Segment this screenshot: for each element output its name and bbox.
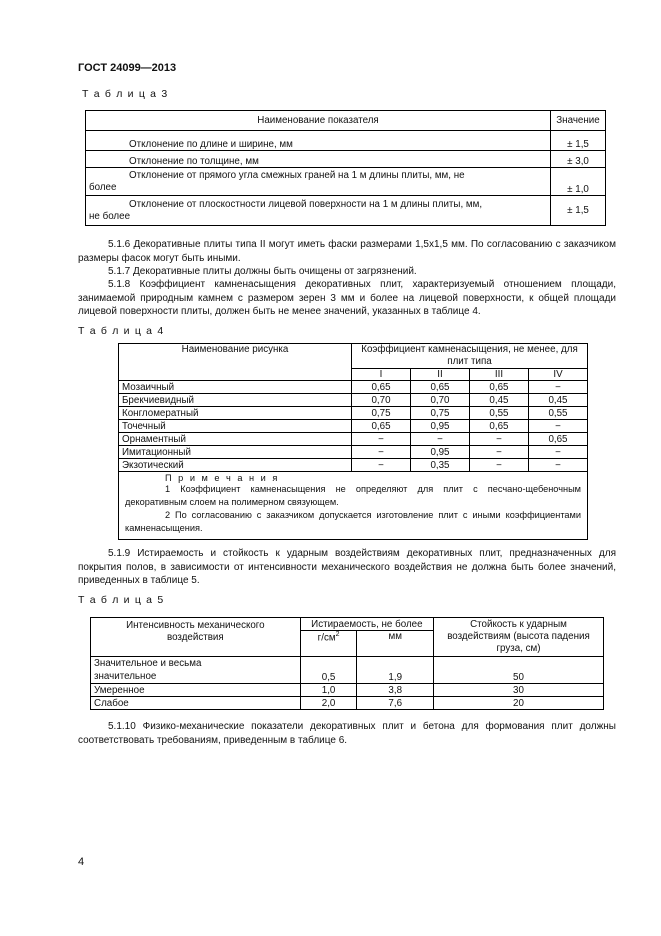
table-3-cell-value: ± 1,5 [551, 196, 606, 226]
paragraph-5-1-9: 5.1.9 Истираемость и стойкость к ударным воздействиям декоративных плит, предназначенных для покрытия полов, в зависимости от интенсивности механического воздействия не должна быть более значений, приведенных в таблице 5. [78, 548, 616, 586]
table-row [86, 151, 606, 168]
table-4-note-1: 1 Коэффициент камненасыщения не определяют для плит с песчано-щебеночным декоративным слоем на полимерном связующем. [125, 484, 581, 507]
table-5-cell: 1,0 [300, 684, 357, 697]
table-4-cell: 0,65 [469, 420, 528, 433]
table-4-cell-name: Брекчиевидный [119, 394, 352, 407]
table-5-cell: 0,5 [300, 657, 357, 684]
table-4-cell: − [469, 433, 528, 446]
table-4-cell-name: Орнаментный [119, 433, 352, 446]
table-row [119, 381, 588, 394]
table-5-cell-name: Значительное и весьма значительное [91, 657, 301, 684]
table-4-cell: − [469, 446, 528, 459]
table-3-cell-name: Отклонение по толщине, мм [86, 151, 551, 168]
table-3-cell-name: Отклонение по длине и ширине, мм [86, 131, 551, 151]
table-4-cell: 0,65 [528, 433, 587, 446]
table-3 [85, 110, 606, 226]
table-row [91, 697, 604, 710]
table-row [119, 459, 588, 472]
table-4-caption: Т а б л и ц а 4 [78, 325, 165, 337]
table-4-cell: − [352, 459, 411, 472]
table-row [86, 168, 606, 196]
table-4-cell: 0,70 [352, 394, 411, 407]
table-3-caption: Т а б л и ц а 3 [82, 88, 169, 100]
table-4-cell: − [528, 381, 587, 394]
paragraph-5-1-7: 5.1.7 Декоративные плиты должны быть очищены от загрязнений. [108, 266, 417, 277]
table-4-cell-name: Конгломератный [119, 407, 352, 420]
table-5-cell: 20 [434, 697, 604, 710]
table-5-cell: 30 [434, 684, 604, 697]
table-4-cell: 0,65 [469, 381, 528, 394]
table-4-cell: 0,45 [528, 394, 587, 407]
table-5-header-intensity: Интенсивность механического воздействия [91, 618, 301, 657]
table-4-cell: 0,55 [469, 407, 528, 420]
table-4-cell: 0,35 [410, 459, 469, 472]
table-4-cell: 0,70 [410, 394, 469, 407]
table-row [119, 407, 588, 420]
table-row [119, 394, 588, 407]
table-5-unit-gcm-text: г/см [317, 632, 336, 644]
table-4 [118, 343, 588, 540]
paragraph-5-1-10: 5.1.10 Физико-механические показатели декоративных плит и бетона для формования плит должны соответствовать требованиям, приведенным в таблице 6. [78, 721, 616, 746]
table-5-unit-sup: 2 [335, 631, 340, 638]
table-row [91, 657, 604, 684]
table-4-header-name: Наименование рисунка [119, 344, 352, 381]
table-4-cell: 0,55 [528, 407, 587, 420]
table-5-cell: 1,9 [357, 657, 434, 684]
table-3-header-value: Значение [551, 111, 606, 131]
table-5-unit-gcm [300, 631, 357, 657]
table-4-cell: 0,65 [352, 381, 411, 394]
table-4-cell: 0,65 [352, 420, 411, 433]
table-4-cell: 0,65 [410, 381, 469, 394]
table-4-cell: − [410, 433, 469, 446]
table-3-cell-value: ± 1,5 [551, 131, 606, 151]
paragraph-5-1-8: 5.1.8 Коэффициент камненасыщения декоративных плит, характеризуемый отношением площади, занимаемой природным камнем с размером зерен 3 мм и более на лицевой поверхности, к общей площади лицевой поверхности плиты, должен быть не менее значений, указанных в таблице 4. [78, 279, 616, 317]
table-row [91, 684, 604, 697]
table-5-caption: Т а б л и ц а 5 [78, 594, 165, 606]
table-row [86, 131, 606, 151]
table-5-cell-name: Умеренное [91, 684, 301, 697]
table-4-note-2: 2 По согласованию с заказчиком допускается изготовление плит с иными коэффициентами камненасыщения. [125, 510, 581, 533]
table-4-cell: 0,75 [410, 407, 469, 420]
table-row [119, 433, 588, 446]
table-4-notes-title: П р и м е ч а н и я [165, 473, 280, 483]
table-4-cell: 0,95 [410, 446, 469, 459]
table-3-cell-value: ± 1,0 [551, 168, 606, 196]
table-5-cell: 7,6 [357, 697, 434, 710]
table-4-cell: − [528, 420, 587, 433]
table-4-cell: 0,95 [410, 420, 469, 433]
table-5-cell: 2,0 [300, 697, 357, 710]
table-row [119, 446, 588, 459]
table-3-cell-name: Отклонение от плоскостности лицевой поверхности на 1 м длины плиты, мм, не более [86, 196, 551, 226]
table-4-cell-name: Экзотический [119, 459, 352, 472]
table-row [119, 420, 588, 433]
table-5-cell: 50 [434, 657, 604, 684]
table-5-unit-mm: мм [357, 631, 434, 657]
table-5 [90, 617, 604, 710]
table-3-header-name: Наименование показателя [86, 111, 551, 131]
table-4-type-3: III [469, 369, 528, 381]
page-number: 4 [78, 856, 85, 868]
table-4-cell: − [352, 446, 411, 459]
table-4-cell-name: Точечный [119, 420, 352, 433]
table-4-cell: 0,75 [352, 407, 411, 420]
paragraph-5-1-6: 5.1.6 Декоративные плиты типа II могут иметь фаски размерами 1,5x1,5 мм. По согласованию с заказчиком размеры фасок могут быть иными. [78, 239, 616, 264]
table-4-cell-name: Мозаичный [119, 381, 352, 394]
table-5-cell: 3,8 [357, 684, 434, 697]
table-4-cell: − [469, 459, 528, 472]
table-3-cell-value: ± 3,0 [551, 151, 606, 168]
table-row [86, 196, 606, 226]
table-4-type-1: I [352, 369, 411, 381]
table-4-header-coef: Коэффициент камненасыщения, не менее, для плит типа [352, 344, 588, 369]
table-4-type-4: IV [528, 369, 587, 381]
table-4-type-2: II [410, 369, 469, 381]
table-4-cell: 0,45 [469, 394, 528, 407]
table-4-cell-name: Имитационный [119, 446, 352, 459]
table-5-cell-name: Слабое [91, 697, 301, 710]
table-3-cell-name: Отклонение от прямого угла смежных граней на 1 м длины плиты, мм, не более [86, 168, 551, 196]
table-5-header-abrasion: Истираемость, не более [300, 618, 433, 631]
table-4-notes [119, 472, 588, 540]
document-header: ГОСТ 24099—2013 [78, 62, 177, 74]
table-5-header-impact: Стойкость к ударным воздействиям (высота падения груза, см) [434, 618, 604, 657]
table-4-cell: − [352, 433, 411, 446]
table-4-cell: − [528, 446, 587, 459]
table-4-cell: − [528, 459, 587, 472]
